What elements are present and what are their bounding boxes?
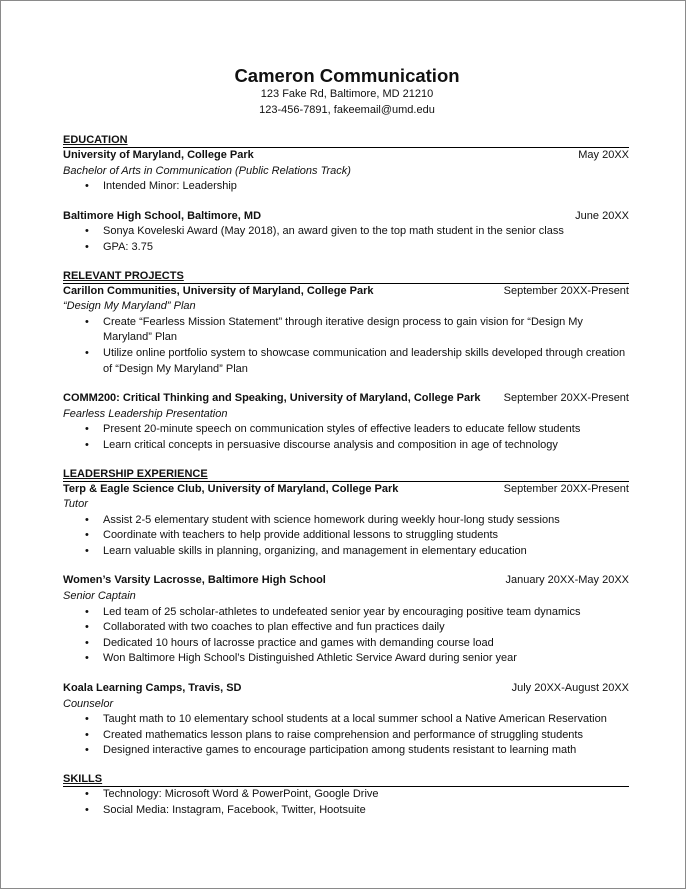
resume-content — [63, 65, 629, 818]
project-entry — [63, 391, 629, 453]
entry-organization: Koala Learning Camps, Travis, SD — [63, 682, 242, 695]
entry-date: January 20XX-May 20XX — [505, 574, 629, 587]
bullet-list — [63, 315, 629, 377]
entry-role: Counselor — [63, 697, 114, 710]
bullet-item: • Utilize online portfolio system to showcase communication and leadership skills developed through creation of “Design My Maryland” Plan — [103, 346, 629, 377]
education-section — [63, 134, 629, 256]
entry-organization: Baltimore High School, Baltimore, MD — [63, 209, 262, 222]
bullet-item: • Present 20-minute speech on communication styles of effective leaders to educate fellow students — [103, 422, 629, 438]
bullet-item: • Assist 2-5 elementary student with science homework during weekly hour-long study sessions — [103, 513, 629, 529]
bullet-item: • Dedicated 10 hours of lacrosse practice and games with demanding course load — [103, 636, 629, 652]
bullet-list — [63, 605, 629, 667]
section-title: EDUCATION — [63, 134, 629, 148]
entry-role: Tutor — [63, 498, 88, 511]
entry-role: “Design My Maryland” Plan — [63, 300, 196, 313]
entry-role: Fearless Leadership Presentation — [63, 407, 228, 420]
bullet-list — [63, 787, 629, 818]
bullet-item: • Led team of 25 scholar-athletes to undefeated senior year by encouraging positive team dynamics — [103, 605, 629, 621]
bullet-item: • Technology: Microsoft Word & PowerPoint, Google Drive — [103, 787, 629, 803]
entry-date: June 20XX — [575, 209, 629, 222]
projects-section — [63, 270, 629, 454]
contact-line: 123-456-7891, fakeemail@umd.edu — [259, 103, 435, 116]
bullet-item: • Taught math to 10 elementary school students at a local summer school a Native American Reservation — [103, 712, 629, 728]
bullet-list — [63, 712, 629, 759]
entry-role: Senior Captain — [63, 590, 136, 603]
leadership-entry — [63, 681, 629, 759]
entry-date: September 20XX-Present — [503, 392, 629, 405]
bullet-item: • Won Baltimore High School’s Distinguished Athletic Service Award during senior year — [103, 651, 629, 667]
bullet-list — [63, 422, 629, 453]
bullet-item: • Collaborated with two coaches to plan effective and fun practices daily — [103, 620, 629, 636]
project-entry — [63, 284, 629, 378]
address-line: 123 Fake Rd, Baltimore, MD 21210 — [260, 88, 434, 100]
bullet-item: • Coordinate with teachers to help provide additional lessons to struggling students — [103, 528, 629, 544]
bullet-item: • GPA: 3.75 — [103, 240, 629, 256]
section-title: SKILLS — [63, 773, 629, 787]
leadership-entry — [63, 573, 629, 667]
bullet-item: • Learn valuable skills in planning, organizing, and management in elementary education — [103, 544, 629, 560]
education-entry — [63, 209, 629, 256]
leadership-section — [63, 468, 629, 760]
education-entry — [63, 148, 629, 195]
bullet-item: • Created mathematics lesson plans to raise comprehension and performance of struggling students — [103, 728, 629, 744]
entry-organization: Terp & Eagle Science Club, University of Maryland, College Park — [63, 482, 399, 495]
skills-section — [63, 773, 629, 818]
leadership-entry — [63, 482, 629, 560]
bullet-list — [63, 224, 629, 255]
entry-date: September 20XX-Present — [503, 284, 629, 297]
entry-organization: Carillon Communities, University of Maryland, College Park — [63, 284, 374, 297]
section-title: RELEVANT PROJECTS — [63, 270, 629, 284]
bullet-list — [63, 513, 629, 560]
section-title: LEADERSHIP EXPERIENCE — [63, 468, 629, 482]
bullet-item: • Intended Minor: Leadership — [103, 179, 629, 195]
bullet-item: • Social Media: Instagram, Facebook, Twitter, Hootsuite — [103, 803, 629, 819]
bullet-item: • Designed interactive games to encourage participation among students resistant to learning math — [103, 743, 629, 759]
bullet-item: • Create “Fearless Mission Statement” through iterative design process to gain vision for “Design My Maryland” Plan — [103, 315, 629, 346]
entry-date: May 20XX — [578, 149, 629, 161]
entry-role: Bachelor of Arts in Communication (Public Relations Track) — [63, 164, 351, 177]
entry-organization: COMM200: Critical Thinking and Speaking, University of Maryland, College Park — [63, 392, 481, 405]
entry-date: July 20XX-August 20XX — [511, 682, 629, 695]
bullet-list — [63, 179, 629, 195]
bullet-item: • Learn critical concepts in persuasive discourse analysis and composition in age of technology — [103, 438, 629, 454]
entry-organization: Women’s Varsity Lacrosse, Baltimore High School — [63, 574, 326, 587]
bullet-item: • Sonya Koveleski Award (May 2018), an award given to the top math student in the senior class — [103, 224, 629, 240]
candidate-name: Cameron Communication — [234, 65, 460, 86]
entry-date: September 20XX-Present — [503, 482, 629, 495]
entry-organization: University of Maryland, College Park — [63, 149, 254, 161]
